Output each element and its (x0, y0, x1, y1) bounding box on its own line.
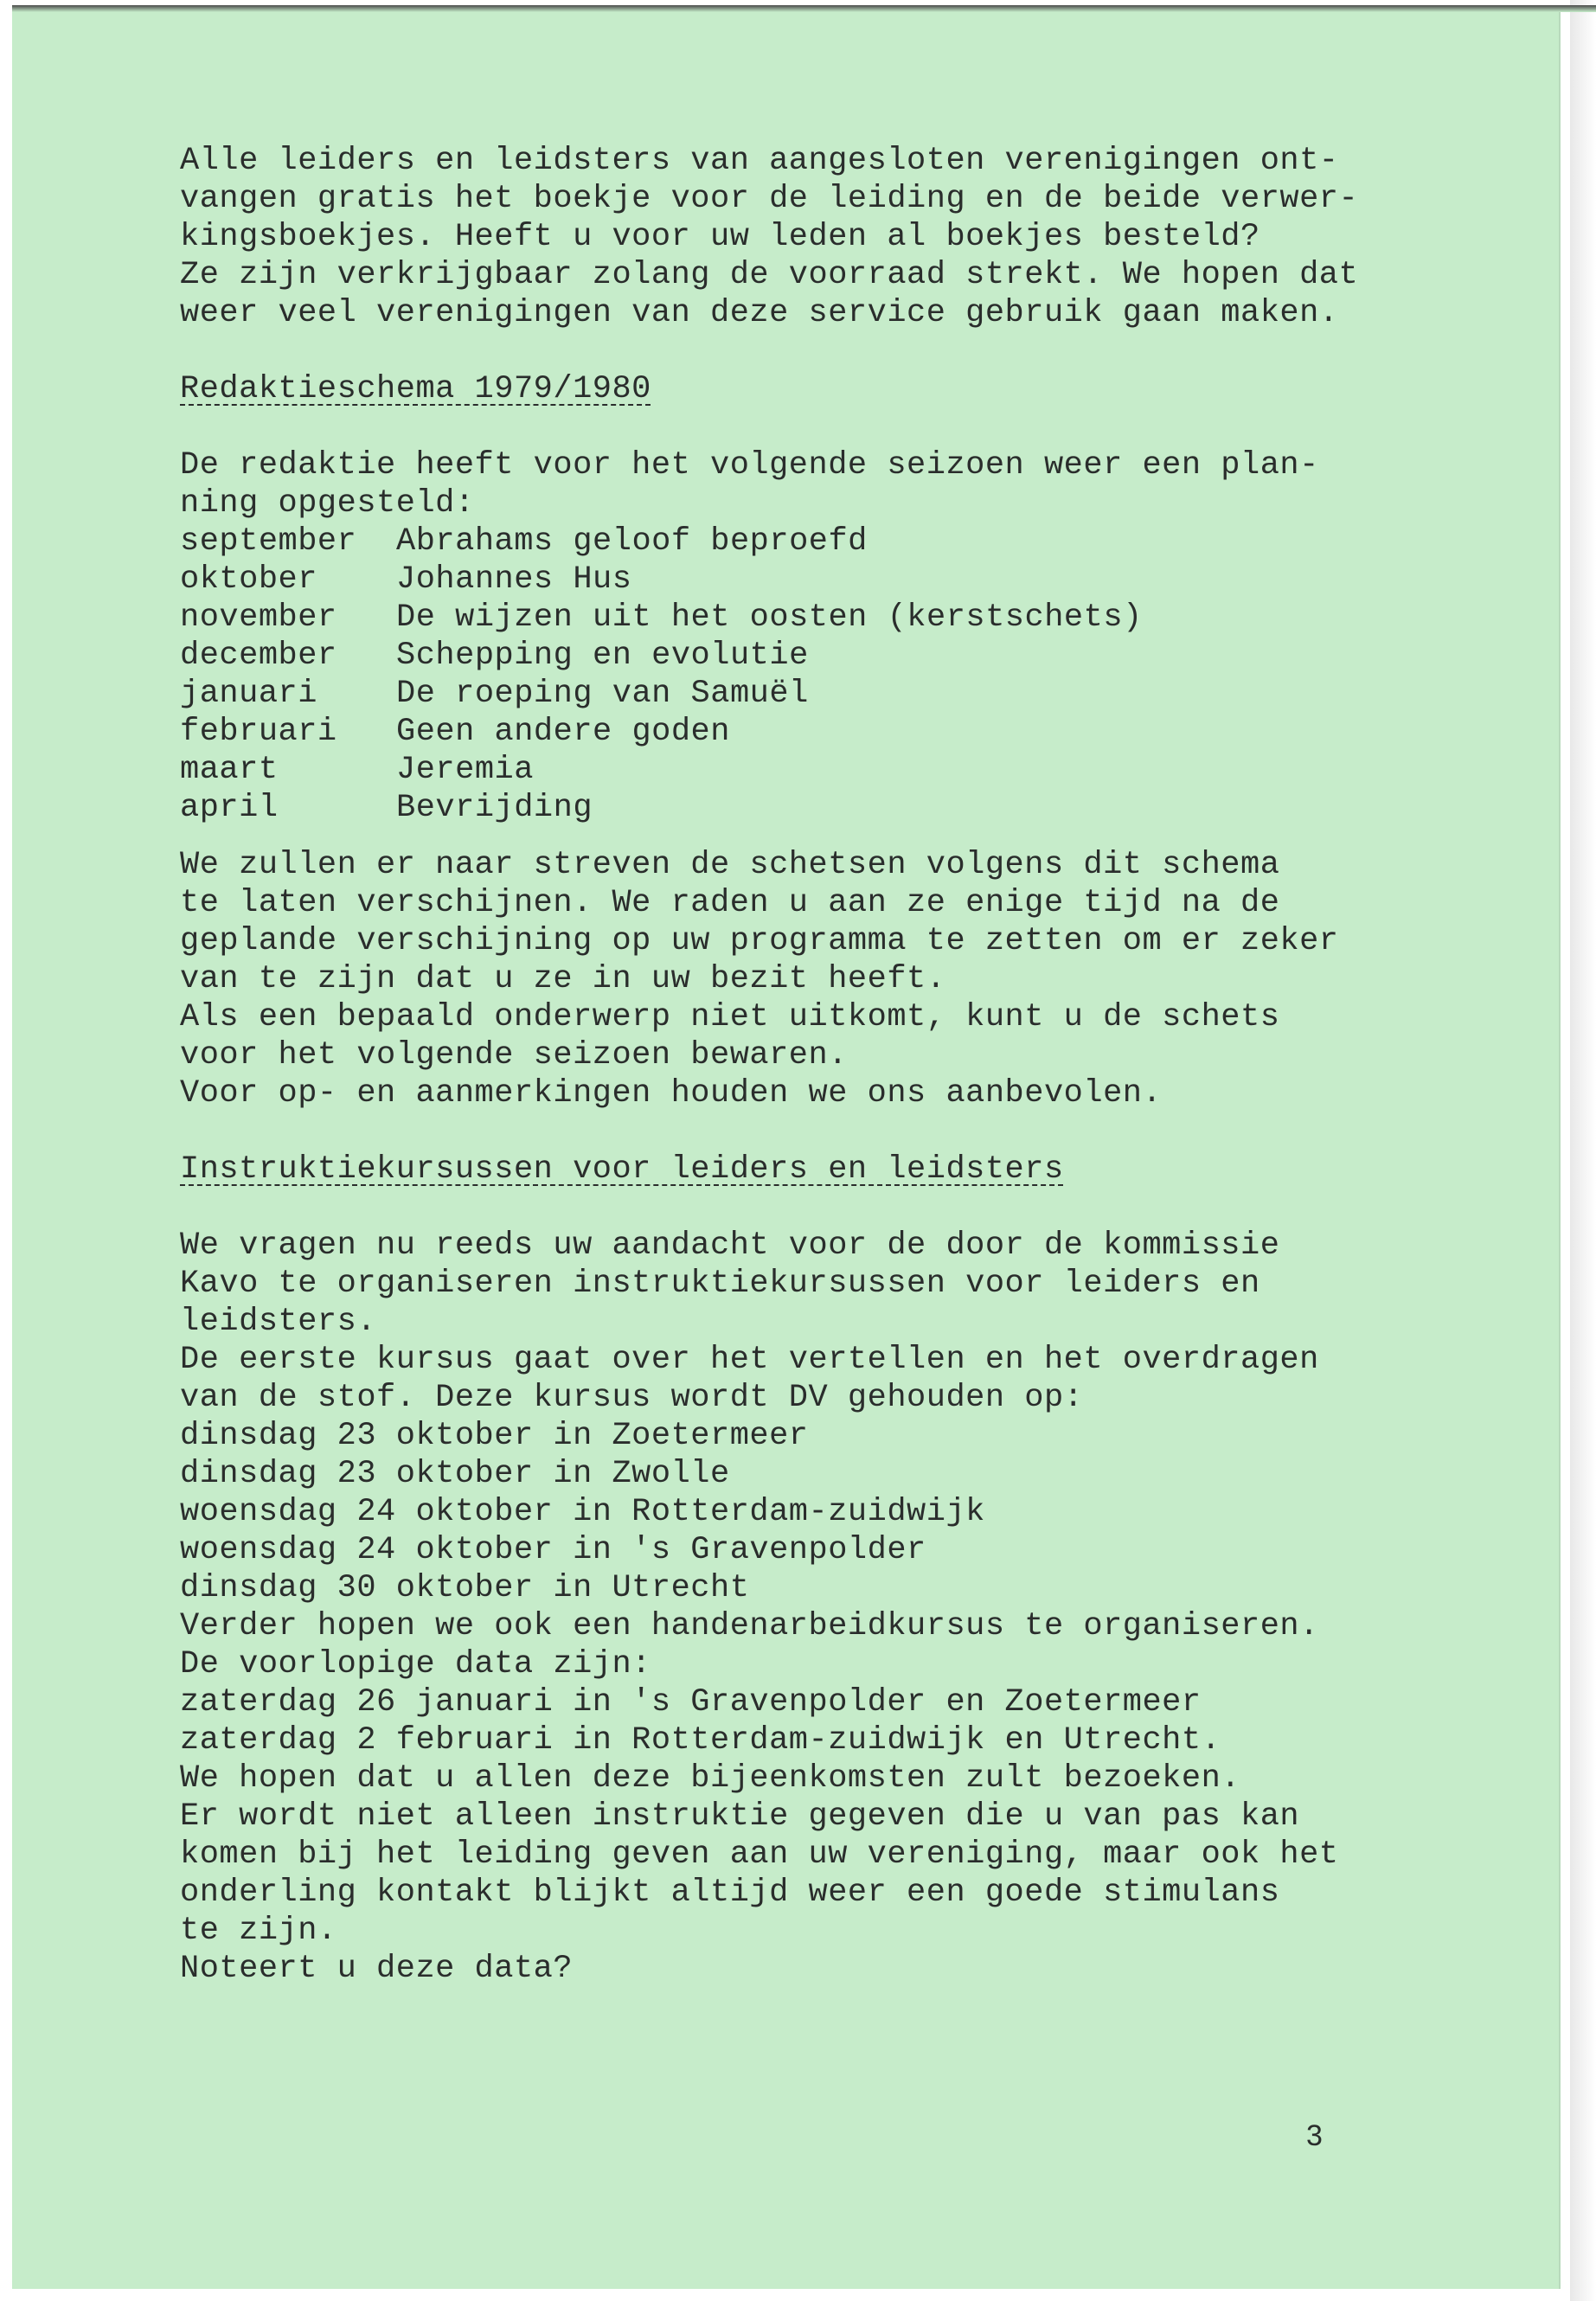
redaktie-intro (180, 446, 1391, 522)
instruktie-body (180, 1227, 1391, 1988)
redaktie-closing-line: voor het volgende seizoen bewaren. (180, 1037, 848, 1074)
schedule-topic: Bevrijding (396, 790, 593, 826)
schedule-month: oktober (180, 561, 317, 598)
page-top-edge (12, 5, 1596, 12)
intro-paragraph (180, 142, 1391, 332)
redaktie-closing-line: te laten verschijnen. We raden u aan ze enige tijd na de (180, 885, 1280, 921)
schedule-topic: Geen andere goden (396, 714, 730, 750)
schedule-row (180, 522, 1391, 561)
instruktie-line: De voorlopige data zijn: (180, 1646, 651, 1682)
schedule-topic: Schepping en evolutie (396, 638, 809, 674)
redaktie-closing-line: Voor op- en aanmerkingen houden we ons aanbevolen. (180, 1075, 1163, 1112)
instruktie-line: woensdag 24 oktober in Rotterdam-zuidwijk (180, 1494, 985, 1530)
schedule-month: januari (180, 676, 317, 712)
intro-line: kingsboekjes. Heeft u voor uw leden al boekjes besteld? (180, 219, 1260, 255)
schedule-month: september (180, 523, 357, 560)
instruktie-line: woensdag 24 oktober in 's Gravenpolder (180, 1532, 926, 1568)
instruktie-line: dinsdag 23 oktober in Zwolle (180, 1456, 730, 1492)
instruktie-line: We vragen nu reeds uw aandacht voor de door de kommissie (180, 1227, 1280, 1264)
schedule-list (180, 522, 1391, 827)
schedule-row (180, 751, 1391, 789)
redaktie-intro-line: ning opgesteld: (180, 485, 475, 522)
schedule-topic: De wijzen uit het oosten (kerstschets) (396, 599, 1143, 636)
instruktie-line: Er wordt niet alleen instruktie gegeven die u van pas kan (180, 1798, 1300, 1835)
instruktie-line: te zijn. (180, 1913, 337, 1949)
schedule-month: maart (180, 752, 279, 788)
instruktie-line: van de stof. Deze kursus wordt DV gehouden op: (180, 1380, 1084, 1416)
schedule-row (180, 561, 1391, 599)
schedule-topic: Abrahams geloof beproefd (396, 523, 868, 560)
instruktie-line: dinsdag 23 oktober in Zoetermeer (180, 1418, 809, 1454)
instruktie-line: Noteert u deze data? (180, 1951, 574, 1987)
scan-margin (1570, 0, 1596, 2301)
schedule-row (180, 789, 1391, 827)
schedule-month: april (180, 790, 279, 826)
schedule-row (180, 637, 1391, 675)
schedule-row (180, 599, 1391, 637)
redaktie-closing (180, 846, 1391, 1112)
instruktie-line: leidsters. (180, 1304, 377, 1340)
redaktie-closing-line: van te zijn dat u ze in uw bezit heeft. (180, 961, 946, 997)
redaktie-closing-line: geplande verschijning op uw programma te zetten om er zeker (180, 923, 1339, 959)
instruktie-line: zaterdag 2 februari in Rotterdam-zuidwijk en Utrecht. (180, 1722, 1221, 1759)
instruktie-heading: Instruktiekursussen voor leiders en leidsters (180, 1151, 1064, 1188)
schedule-month: november (180, 599, 337, 636)
redaktie-intro-line: De redaktie heeft voor het volgende seizoen weer een plan- (180, 447, 1319, 484)
schedule-topic: Jeremia (396, 752, 534, 788)
schedule-row (180, 675, 1391, 713)
schedule-topic: De roeping van Samuël (396, 676, 809, 712)
intro-line: Ze zijn verkrijgbaar zolang de voorraad strekt. We hopen dat (180, 257, 1359, 293)
instruktie-line: onderling kontakt blijkt altijd weer een goede stimulans (180, 1875, 1280, 1911)
schedule-month: februari (180, 714, 337, 750)
redaktie-closing-line: Als een bepaald onderwerp niet uitkomt, kunt u de schets (180, 999, 1280, 1035)
instruktie-line: Kavo te organiseren instruktiekursussen voor leiders en (180, 1266, 1260, 1302)
instruktie-line: komen bij het leiding geven aan uw vereniging, maar ook het (180, 1836, 1339, 1873)
instruktie-line: dinsdag 30 oktober in Utrecht (180, 1570, 750, 1606)
schedule-month: december (180, 638, 337, 674)
intro-line: vangen gratis het boekje voor de leiding en de beide verwer- (180, 181, 1359, 217)
intro-line: Alle leiders en leidsters van aangesloten verenigingen ont- (180, 143, 1339, 179)
intro-line: weer veel verenigingen van deze service gebruik gaan maken. (180, 295, 1339, 331)
instruktie-line: zaterdag 26 januari in 's Gravenpolder en Zoetermeer (180, 1684, 1202, 1721)
redaktie-closing-line: We zullen er naar streven de schetsen volgens dit schema (180, 847, 1280, 883)
instruktie-line: De eerste kursus gaat over het vertellen en het overdragen (180, 1342, 1319, 1378)
schedule-topic: Johannes Hus (396, 561, 632, 598)
redaktie-heading: Redaktieschema 1979/1980 (180, 371, 651, 407)
schedule-row (180, 713, 1391, 751)
page-number: 3 (1306, 2119, 1323, 2152)
instruktie-line: Verder hopen we ook een handenarbeidkursus te organiseren. (180, 1608, 1319, 1644)
instruktie-line: We hopen dat u allen deze bijeenkomsten zult bezoeken. (180, 1760, 1240, 1797)
document-body (180, 142, 1391, 1988)
